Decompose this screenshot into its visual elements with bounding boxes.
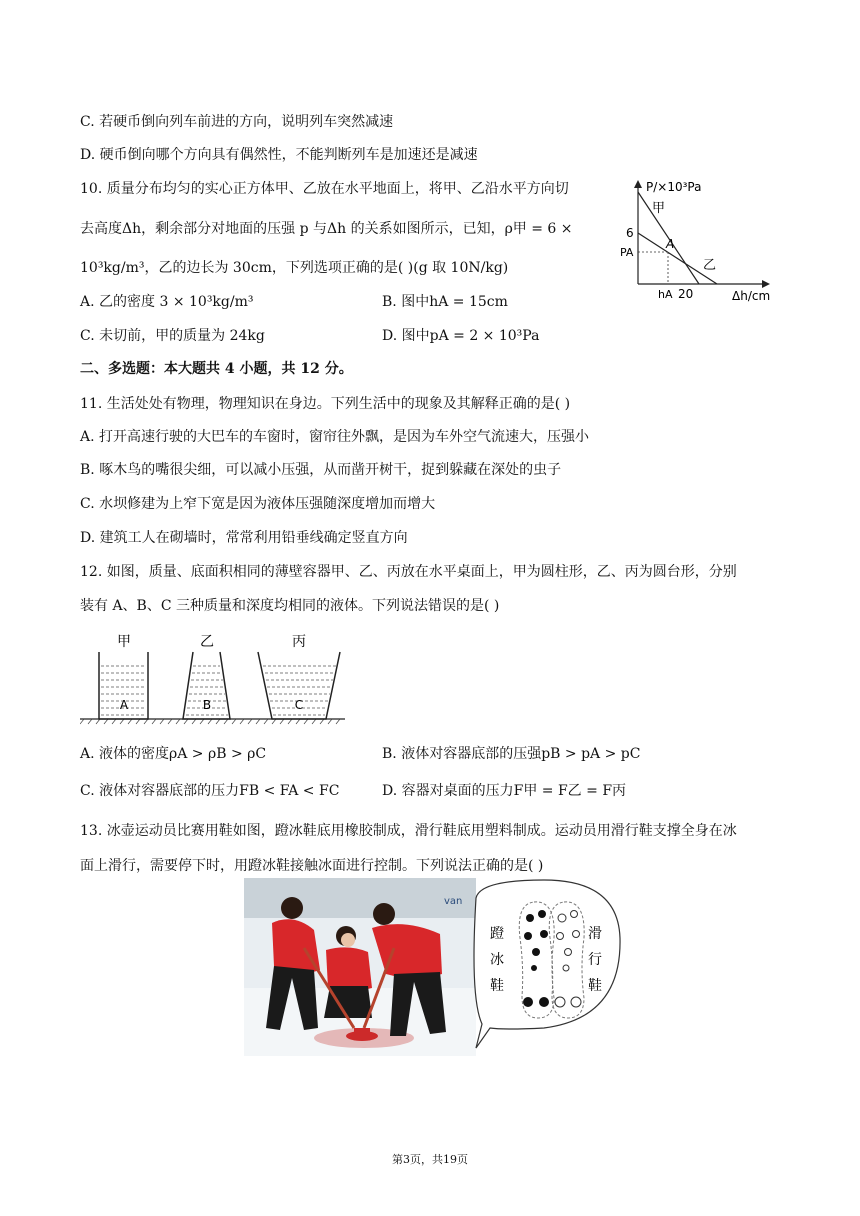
point-a-label: A [666, 237, 675, 251]
container-bing-label: 丙 [292, 634, 306, 650]
q12-stem-line1: 12. 如图，质量、底面积相同的薄壁容器甲、乙、丙放在水平桌面上，甲为圆柱形，乙、丙为圆台形，分别 [80, 564, 737, 580]
q12-container-figure [80, 628, 355, 728]
q10-pressure-graph [620, 176, 780, 306]
q11-option-b: B. 啄木鸟的嘴很尖细，可以减小压强，从而凿开树干，捉到躲藏在深处的虫子 [80, 462, 562, 478]
q10-option-b: B. 图中hA = 15cm [382, 294, 508, 310]
q11-option-c: C. 水坝修建为上窄下宽是因为液体压强随深度增加而增大 [80, 496, 436, 512]
q11-option-a: A. 打开高速行驶的大巴车的车窗时，窗帘往外飘，是因为车外空气流速大，压强小 [80, 429, 590, 445]
kick-shoe-label-2: 冰 [490, 952, 504, 968]
liquid-b-label: B [202, 698, 212, 712]
q10-stem-line1: 10. 质量分布均匀的实心正方体甲、乙放在水平地面上，将甲、乙沿水平方向切 [80, 181, 569, 197]
q11-option-d: D. 建筑工人在砌墙时，常常利用铅垂线确定竖直方向 [80, 530, 408, 546]
q12-option-d: D. 容器对桌面的压力F甲 = F乙 = F丙 [382, 783, 627, 799]
q13-stem-line2: 面上滑行，需要停下时，用蹬冰鞋接触冰面进行控制。下列说法正确的是( ) [80, 858, 544, 874]
slide-shoe-label-2: 行 [588, 952, 602, 968]
q12-option-a: A. 液体的密度ρA > ρB > ρC [80, 746, 267, 762]
container-yi-label: 乙 [200, 634, 214, 650]
q12-option-b: B. 液体对容器底部的压强pB > pA > pC [382, 746, 641, 762]
section-2-heading: 二、多选题：本大题共 4 小题，共 12 分。 [80, 361, 353, 377]
series-jia-label: 甲 [652, 201, 666, 216]
q13-stem-line1: 13. 冰壶运动员比赛用鞋如图，蹬冰鞋底用橡胶制成，滑行鞋底用塑料制成。运动员用滑行鞋支撑全身在冰 [80, 823, 737, 839]
q9-option-c: C. 若硬币倒向列车前进的方向，说明列车突然减速 [80, 114, 394, 130]
q10-option-a: A. 乙的密度 3 × 10³kg/m³ [80, 294, 254, 310]
y-axis-label: P/×10³Pa [646, 180, 702, 194]
page-footer: 第3页，共19页 [392, 1153, 468, 1166]
q12-option-c: C. 液体对容器底部的压力FB < FA < FC [80, 783, 340, 799]
kick-shoe-label [490, 926, 504, 942]
y-tick-6: 6 [626, 226, 634, 240]
slide-shoe-label-3: 鞋 [588, 978, 602, 994]
q10-option-c: C. 未切前，甲的质量为 24kg [80, 328, 265, 344]
kick-shoe-label-3: 鞋 [490, 978, 504, 994]
q13-curling-figure [244, 878, 624, 1058]
x-axis-label: Δh/cm [732, 289, 771, 303]
container-jia-label: 甲 [117, 634, 131, 650]
q10-option-d: D. 图中pA = 2 × 10³Pa [382, 328, 540, 344]
liquid-c-label: C [294, 698, 304, 712]
y-tick-pa: PA [620, 246, 634, 259]
series-yi-label: 乙 [703, 258, 717, 273]
kick-shoe-label-1: 蹬 [490, 926, 504, 942]
slide-shoe-label-1: 滑 [588, 926, 602, 942]
x-tick-ha: hA [658, 288, 673, 301]
q10-stem-line2: 去高度Δh，剩余部分对地面的压强 p 与Δh 的关系如图所示，已知，ρ甲 = 6 × [80, 221, 573, 237]
photo-watermark: van [444, 896, 463, 907]
q11-stem: 11. 生活处处有物理，物理知识在身边。下列生活中的现象及其解释正确的是( ) [80, 396, 571, 412]
q9-option-d: D. 硬币倒向哪个方向具有偶然性，不能判断列车是加速还是减速 [80, 147, 478, 163]
q10-stem-line3: 10³kg/m³，乙的边长为 30cm，下列选项正确的是( )(g 取 10N/kg) [80, 260, 509, 276]
x-tick-20: 20 [678, 287, 694, 301]
liquid-a-label: A [119, 698, 129, 712]
q12-stem-line2: 装有 A、B、C 三种质量和深度均相同的液体。下列说法错误的是( ) [80, 598, 500, 614]
